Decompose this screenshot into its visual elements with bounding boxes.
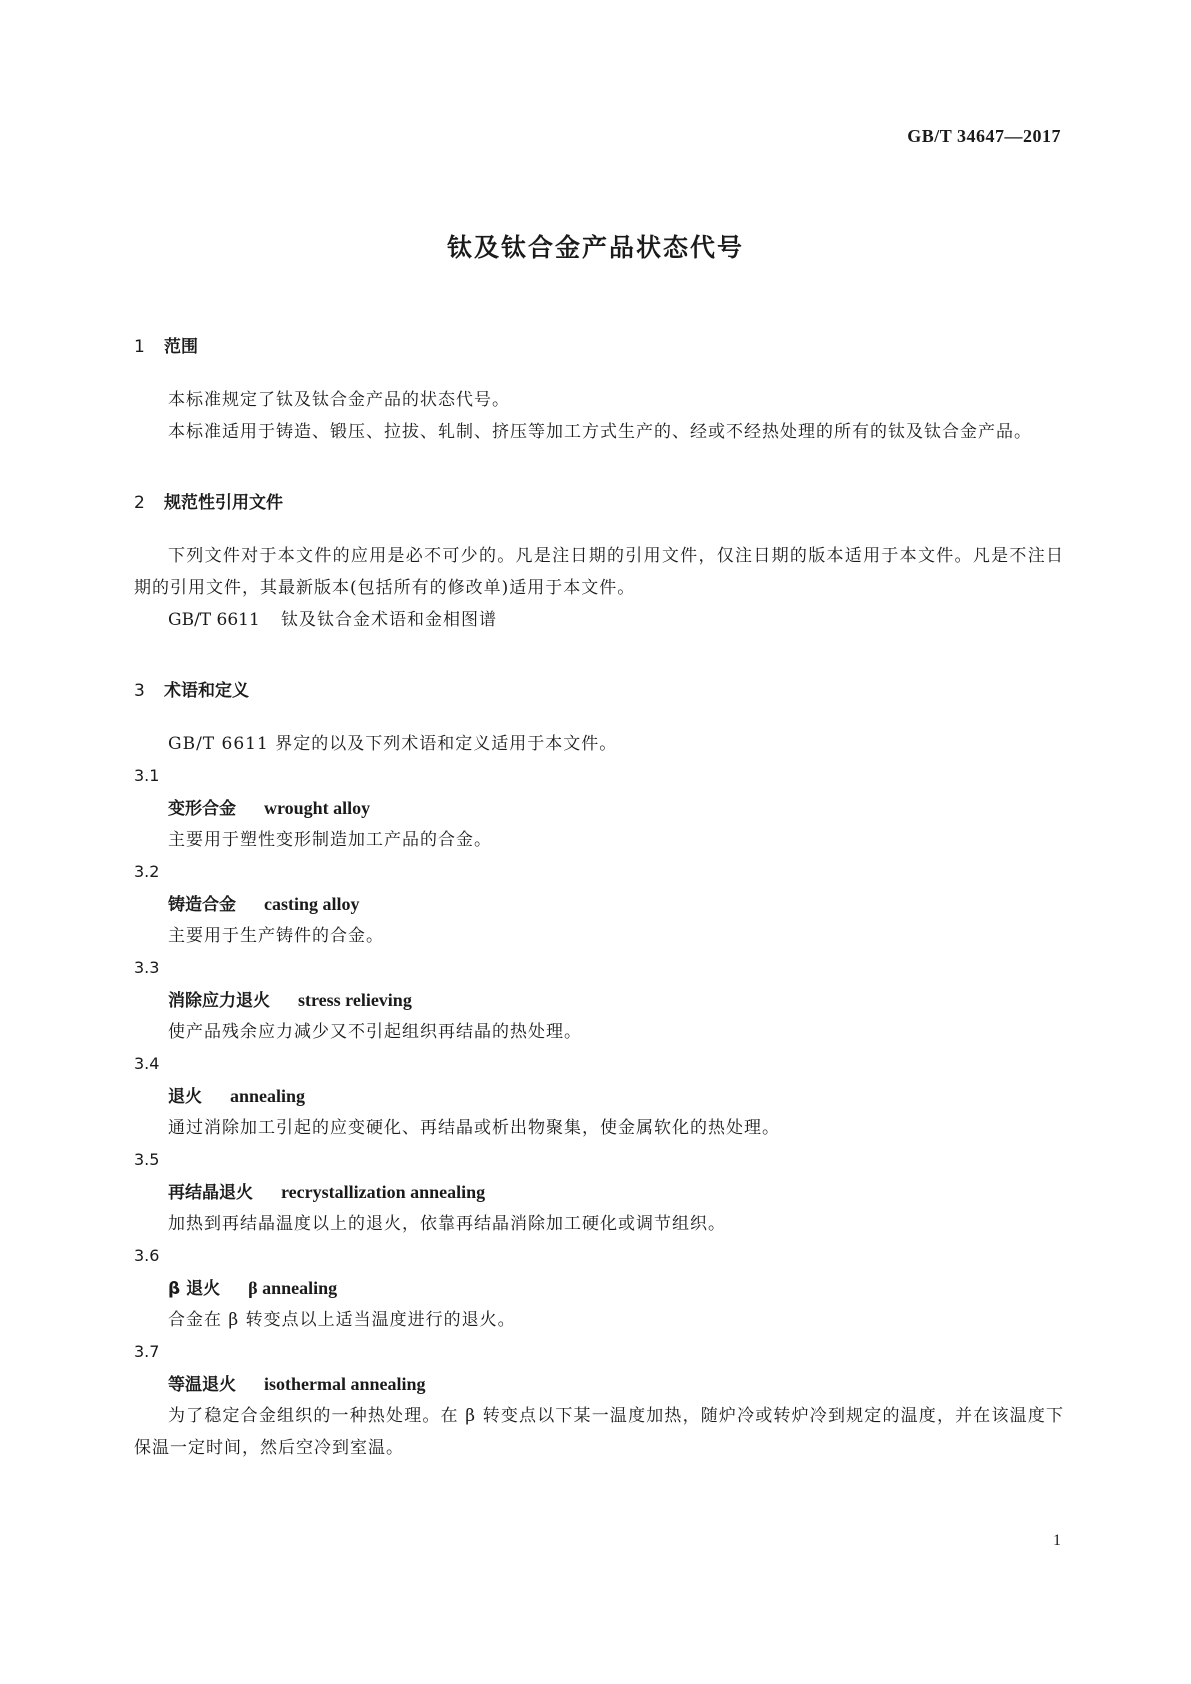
term-number: 3.1 bbox=[134, 766, 160, 785]
term-entry bbox=[134, 1048, 1064, 1144]
term-chinese: 铸造合金 bbox=[168, 895, 236, 915]
reference-title: 钛及钛合金术语和金相图谱 bbox=[281, 610, 497, 630]
term-english: recrystallization annealing bbox=[281, 1182, 486, 1202]
term-heading bbox=[134, 1080, 1064, 1112]
term-chinese: 消除应力退火 bbox=[168, 991, 270, 1011]
term-definition: 为了稳定合金组织的一种热处理。在 β 转变点以下某一温度加热，随炉冷或转炉冷到规定的温度，并在该温度下保温一定时间，然后空冷到室温。 bbox=[134, 1406, 1064, 1458]
term-number: 3.5 bbox=[134, 1150, 160, 1169]
term-entry bbox=[134, 760, 1064, 856]
term-english: isothermal annealing bbox=[264, 1374, 426, 1394]
section-title: 规范性引用文件 bbox=[164, 493, 283, 513]
term-heading bbox=[134, 1176, 1064, 1208]
term-entry bbox=[134, 1240, 1064, 1336]
term-entry bbox=[134, 952, 1064, 1048]
term-definition: 通过消除加工引起的应变硬化、再结晶或析出物聚集，使金属软化的热处理。 bbox=[168, 1118, 780, 1138]
term-chinese: 变形合金 bbox=[168, 799, 236, 819]
normative-reference bbox=[134, 604, 1064, 636]
section-number: 3 bbox=[134, 681, 145, 701]
section-1-heading bbox=[134, 332, 1064, 362]
term-english: wrought alloy bbox=[264, 798, 371, 818]
term-english: β annealing bbox=[248, 1278, 338, 1298]
term-number: 3.3 bbox=[134, 958, 160, 977]
paragraph: 下列文件对于本文件的应用是必不可少的。凡是注日期的引用文件，仅注日期的版本适用于本文件。凡是不注日期的引用文件，其最新版本(包括所有的修改单)适用于本文件。 bbox=[134, 546, 1064, 598]
term-number: 3.7 bbox=[134, 1342, 160, 1361]
section-title: 术语和定义 bbox=[164, 681, 249, 701]
section-3-heading bbox=[134, 676, 1064, 706]
term-chinese: 再结晶退火 bbox=[168, 1183, 253, 1203]
term-heading bbox=[134, 984, 1064, 1016]
term-definition: 加热到再结晶温度以上的退火，依靠再结晶消除加工硬化或调节组织。 bbox=[168, 1214, 726, 1234]
term-definition: 主要用于生产铸件的合金。 bbox=[168, 926, 384, 946]
term-entry bbox=[134, 1144, 1064, 1240]
term-number: 3.6 bbox=[134, 1246, 160, 1265]
reference-code: GB/T 6611 bbox=[168, 610, 260, 630]
paragraph: 本标准规定了钛及钛合金产品的状态代号。 bbox=[168, 390, 510, 410]
paragraph: GB/T 6611 界定的以及下列术语和定义适用于本文件。 bbox=[168, 734, 618, 754]
term-definition: 主要用于塑性变形制造加工产品的合金。 bbox=[168, 830, 492, 850]
standard-code: GB/T 34647—2017 bbox=[907, 126, 1061, 146]
term-number: 3.2 bbox=[134, 862, 160, 881]
document-title: 钛及钛合金产品状态代号 bbox=[446, 233, 744, 262]
term-entry bbox=[134, 856, 1064, 952]
page-number: 1 bbox=[1053, 1532, 1061, 1549]
term-heading bbox=[134, 792, 1064, 824]
section-title: 范围 bbox=[164, 337, 198, 357]
term-number: 3.4 bbox=[134, 1054, 160, 1073]
document-body bbox=[134, 332, 1064, 1464]
paragraph: 本标准适用于铸造、锻压、拉拔、轧制、挤压等加工方式生产的、经或不经热处理的所有的钛及钛合金产品。 bbox=[168, 422, 1032, 442]
section-2-heading bbox=[134, 488, 1064, 518]
term-english: casting alloy bbox=[264, 894, 360, 914]
term-heading bbox=[134, 1272, 1064, 1304]
term-chinese: β 退火 bbox=[168, 1279, 221, 1299]
term-english: annealing bbox=[230, 1086, 306, 1106]
section-number: 2 bbox=[134, 493, 145, 513]
term-chinese: 等温退火 bbox=[168, 1375, 236, 1395]
term-definition: 使产品残余应力减少又不引起组织再结晶的热处理。 bbox=[168, 1022, 582, 1042]
term-heading bbox=[134, 888, 1064, 920]
term-heading bbox=[134, 1368, 1064, 1400]
term-chinese: 退火 bbox=[168, 1087, 202, 1107]
term-definition: 合金在 β 转变点以上适当温度进行的退火。 bbox=[168, 1310, 516, 1330]
term-english: stress relieving bbox=[298, 990, 412, 1010]
term-entry bbox=[134, 1336, 1064, 1464]
section-number: 1 bbox=[134, 337, 145, 357]
